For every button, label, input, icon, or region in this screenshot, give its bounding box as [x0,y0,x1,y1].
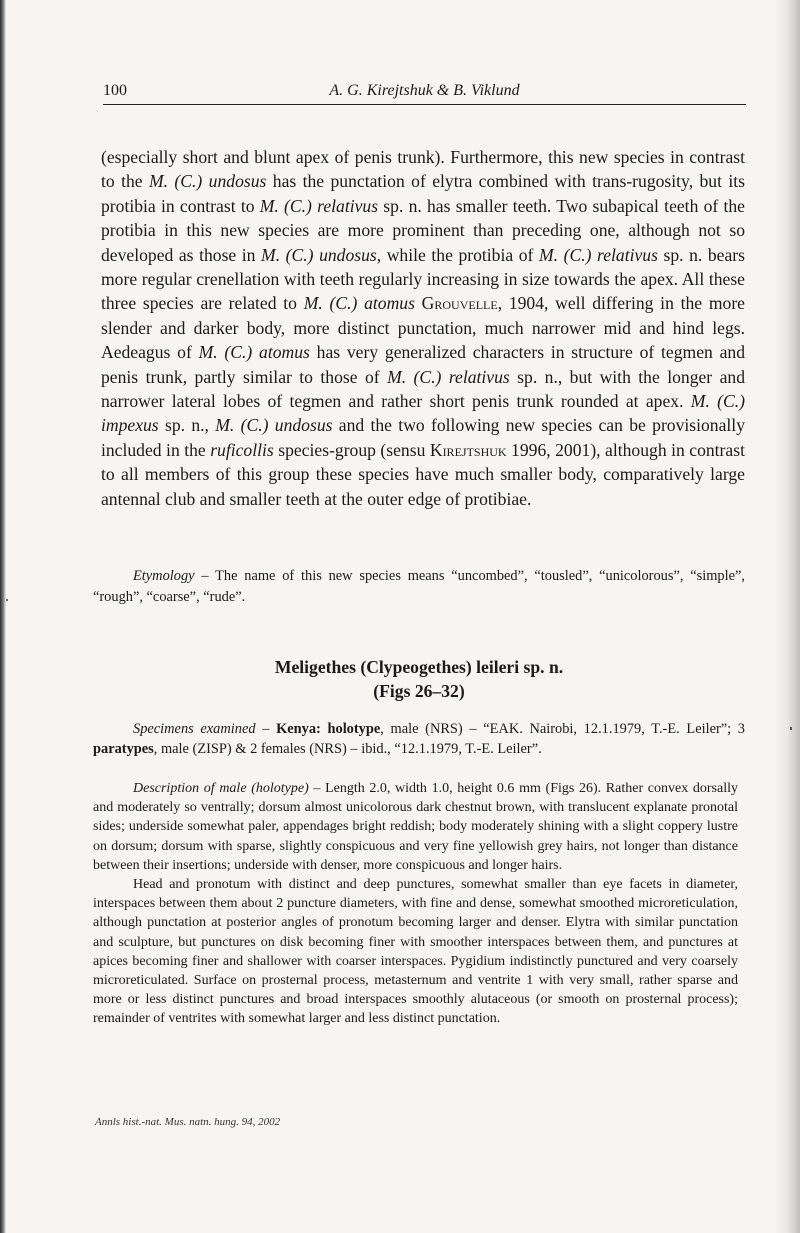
italic-text-run: M. (C.) relativus [259,195,379,216]
text-run: sp. n., but with the longer and narrower lateral lobes of tegmen and rather short penis trunk rounded at apex. [101,366,745,412]
author-name: Kirejtshuk [429,439,507,460]
italic-text-run: Specimens examined [133,721,256,737]
italic-text-run: M. (C.) undosus [148,171,267,192]
text-run: , 1904, well differing in the more slender and darker body, more distinct punctation, much narrower mid and hind legs. Aedeagus of [101,293,745,363]
text-run [415,293,422,313]
description-label: Description of male (holotype) [133,781,309,796]
text-run: – [255,721,277,737]
text-run: sp. n. has smaller teeth. Two subapical teeth of the protibia in this new species are more prominent than preceding one, although not so developed as those in [101,195,745,265]
description-paragraph: Head and pronotum with distinct and deep punctures, somewhat smaller than eye facets in diameter, interspaces between them about 2 puncture diameters, with fine and dense, somewhat smoothed microreticulation, although punctation at posterior angles of pronotum becoming larger and denser. Elytra with similar punctation and sculpture, but punctures on disk becoming finer with smoother interspaces between them, and punctures at apices becoming finer and shallower with coarser interspaces. Pygidium indistinctly punctured and very coarsely microreticulated. Surface on prosternal process, metasternum and ventrite 1 with very small, rather sparse and more or less distinct punctures and broad interspaces smoothly alutaceous (or smooth on prosternal process); remainder of ventrites with somewhat larger and less distinct punctation. [93,877,738,1027]
italic-text-run: M. (C.) atomus [198,342,310,363]
italic-text-run: ruficollis [210,439,274,460]
italic-text-run: M. (C.) impexus [101,391,746,436]
description-paragraph [93,779,738,875]
running-head: A. G. Kirejtshuk & B. Viklund [329,82,520,99]
figure-reference: (Figs 26–32) [373,681,465,701]
scan-right-shadow [774,0,800,1233]
italic-text-run: M. (C.) undosus [215,415,333,436]
text-run: , male (ZISP) & 2 females (NRS) – ibid., “12.1.1979, T.-E. Leiler”. [153,741,542,757]
species-heading [93,655,745,703]
text-run: , male (NRS) – “EAK. Nairobi, 12.1.1979, T.-E. Leiler”; 3 [380,721,745,737]
scan-left-edge [0,0,6,1233]
scan-speck [790,727,792,730]
species-name: Meligethes (Clypeogethes) leileri [274,657,520,677]
journal-footer: Annls hist.-nat. Mus. natn. hung. 94, 2002 [95,1116,281,1128]
body-paragraph [101,145,745,511]
text-run: (especially short and blunt apex of penis trunk). Furthermore, this new species in contrast to the [101,147,745,192]
description-text: – Length 2.0, width 1.0, height 0.6 mm (Figs 26). Rather convex dorsally and moderately so ventrally; dorsum almost unicolorous dark chestnut brown, with translucent explanate pronotal sides; underside somewhat paler, appendages bright reddish; body moderately shining with a slight coppery lustre on dorsum; dorsum with sparse, slightly conspicuous and very fine yellowish grey hairs, not longer than distance between their insertions; underside with denser, more conspicuous and longer hairs. [93,781,738,873]
text-run: 1996, 2001), although in contrast to all members of this group these species have much smaller body, comparatively large antennal club and smaller teeth at the outer edge of protibiae. [101,439,745,509]
text-run: sp. n. bears more regular crenellation with teeth regularly increasing in size towards the apex. All these three species are related to [101,244,745,314]
page-header [103,82,746,105]
italic-text-run: M. (C.) relativus [538,244,658,265]
bold-text-run: paratypes [93,741,154,757]
text-run: has the punctation of elytra combined with trans-rugosity, but its protibia in contrast to [101,171,746,216]
scan-speck [6,599,8,601]
text-run: has very generalized characters in structure of tegmen and penis trunk, partly similar to those of [101,342,745,387]
description-section [93,779,738,1029]
page-number: 100 [103,82,127,99]
text-run: , while the protibia of [376,244,539,265]
text-run: sp. n., [158,415,216,436]
italic-text-run: M. (C.) undosus [261,244,377,265]
etymology-text: – The name of this new species means “uncombed”, “tousled”, “unicolorous”, “simple”, “rough”, “coarse”, “rude”. [93,568,745,605]
species-suffix: sp. n. [519,657,564,677]
etymology-label: Etymology [133,568,195,584]
specimens-paragraph [93,719,745,759]
text-run: and the two following new species can be provisionally included in the [101,415,745,460]
italic-text-run: M. (C.) relativus [387,366,510,387]
bold-text-run: Kenya: holotype [276,721,381,737]
author-name: Grouvelle [421,293,498,314]
text-run: species-group (sensu [273,439,430,460]
etymology-paragraph [93,566,745,607]
italic-text-run: M. (C.) atomus [303,293,415,314]
